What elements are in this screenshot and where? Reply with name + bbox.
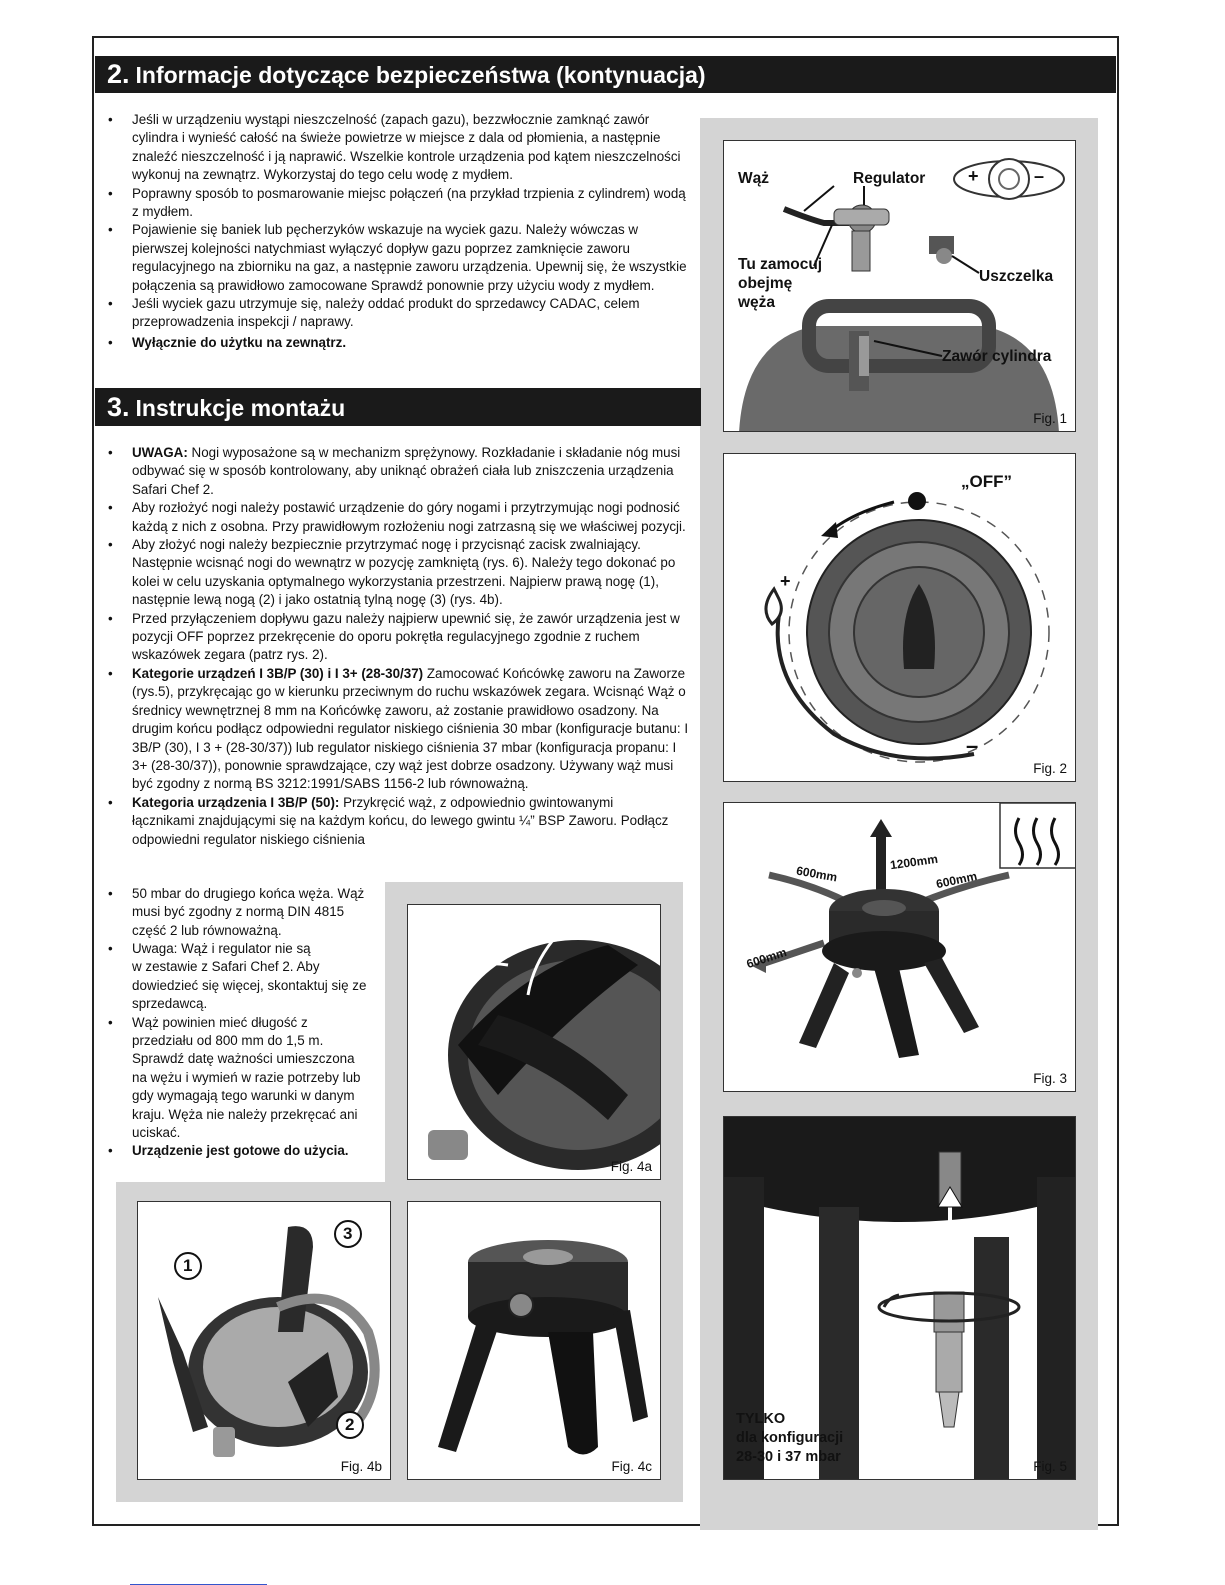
figure-5 [723,1116,1076,1480]
safety-list [100,111,690,352]
section-number: 2. [107,59,130,89]
item-text: Nogi wyposażone są w mechanizm sprężynowy. Rozkładanie i składanie nóg musi odbywać się w sposób kontrolowany, aby uniknąć obrażeń ciała lub zniszczenia urządzenia Safari Chef 2. [132,445,681,497]
leg-number: 1 [183,1256,193,1275]
item-text: Uwaga: Wąż i regulator nie są [132,941,311,956]
figure-caption: Fig. 2 [1033,761,1067,776]
section-2-header [95,56,1116,93]
text-line: 28-30 i 37 mbar [736,1449,841,1465]
list-item: • Jeśli wyciek gazu utrzymuje się, należy oddać produkt do sprzedawcy CADAC, celem przeprowadzenia inspekcji / naprawy. [100,295,690,332]
item-text: Sprawdź datę ważności umieszczona [132,1051,355,1067]
assembly-list-continued [100,885,385,940]
label-hose: Wąż [738,170,769,187]
figure-3 [723,802,1076,1092]
distance-back: 600mm [744,944,789,972]
item-text: Zamocować Końcówkę zaworu na Zaworze (rys.5), przykręcając go w kierunku przeciwnym do ruchu wskazówek zegara. Wcisnąć Wąż o średnicy wewnętrznej 8 mm na Końcówkę zaworu, aż zostanie prawidłowo osadzony. Na drugim końcu podłącz odpowiedni regulator niskiego ciśnienia 30 mbar (konfiguracje butanu: I 3B/P (30), I 3 + (28-30/37)) lub regulator niskiego ciśnienia 37 mbar (konfiguracja propanu: I 3+ (28-30/37)), ponownie sprawdzające, czy wąż jest dobrze osadzony. Używany wąż musi być zgodny z normą BS 3212:1991/SABS 1156-2 lub równoważną. [132,665,689,792]
list-item [100,665,692,794]
section-title: Instrukcje montażu [135,395,346,421]
control-knob-illustration [724,454,1076,782]
assembly-list-notes [100,940,385,1161]
list-item [100,1014,385,1143]
item-text: gdy wymagają tego warunki w danym [132,1088,355,1104]
figure-4a [407,904,661,1180]
figure-4b [137,1201,391,1480]
figure-4c [407,1201,661,1480]
text-line: TYLKO [736,1411,786,1427]
figure-caption: Fig. 5 [1033,1459,1067,1474]
figure-caption: Fig. 4a [610,1159,652,1174]
list-item: • Pojawienie się baniek lub pęcherzyków wskazuje na wyciek gazu. Należy wówczas w pierwszej kolejności natychmiast wyłączyć dopływ gazu poprzez zamknięcie zaworu regulacyjnego na zbiorniku na gaz, a następnie zaworu urządzenia. Upewnij się, że wszystkie połączenia są prawidłowo zamocowane Sprawdź ponownie przy użyciu wody z mydłem. [100,221,690,295]
label-cylinder-valve: Zawór cylindra [942,348,1052,365]
bold-text: Kategoria urządzenia I 3B/P (50): [132,794,340,810]
list-item [100,1142,385,1160]
legs-folding-illustration [408,905,661,1180]
item-text: część 2 lub równoważną. [132,922,282,938]
section-title: Informacje dotyczące bezpieczeństwa (kontynuacja) [135,62,706,88]
leg-number: 3 [343,1224,353,1243]
bold-text: Urządzenie jest gotowe do użycia. [132,1143,349,1159]
figure-2 [723,453,1076,782]
item-text: na wężu i wymień w razie potrzeby lub [132,1069,361,1085]
assembly-list [100,444,692,849]
figure-1 [723,140,1076,432]
text-line: Tu zamocuj [738,256,823,273]
list-item: • Poprawny sposób to posmarowanie miejsc połączeń (na przykład trzpienia z cylindrem) wodą z mydłem. [100,185,690,222]
label-minus: – [1034,166,1045,186]
bold-text: Wyłącznie do użytku na zewnątrz. [132,334,347,350]
figure-caption: Fig. 1 [1033,411,1067,426]
item-text: łącznikami znajdującymi się na każdym końcu, do lewego gwintu ¼” BSP Zaworu. Podłącz [132,813,669,829]
list-item [100,794,692,849]
distance-left: 600mm [795,863,839,885]
list-item: • Aby rozłożyć nogi należy postawić urządzenie do góry nogami i przytrzymując nogi podnosić każdą z nich z osobna. Przy prawidłowym rozłożeniu nogi zatrzasną się we właściwej pozycji. [100,499,692,536]
config-note [736,1410,843,1467]
figure-caption: Fig. 3 [1033,1071,1067,1086]
item-text: w zestawie z Safari Chef 2. Aby [132,959,320,975]
section-3-header [95,388,701,426]
label-hose-clamp [738,255,822,312]
list-item [100,885,385,940]
label-regulator: Regulator [853,170,926,187]
figure-caption: Fig. 4b [340,1459,382,1474]
item-text: uciskać. [132,1125,181,1141]
item-text: kraju. Węża nie należy przekręcać ani [132,1106,358,1122]
list-item [100,940,385,1014]
section-number: 3. [107,392,130,422]
distance-right: 600mm [934,868,979,892]
leg-number: 2 [345,1415,355,1434]
list-item [100,444,692,499]
item-text: musi być zgodny z normą DIN 4815 [132,904,345,920]
item-text: Wąż powinien mieć długość z [132,1014,308,1030]
assembled-base-illustration [408,1202,661,1480]
list-item [100,334,690,352]
item-text: dowiedzieć się więcej, skontaktuj się ze [132,977,367,993]
item-text: Przykręcić wąż, z odpowiednio gwintowanymi [339,794,614,810]
distance-up: 1200mm [889,851,939,873]
bold-text: Kategorie urządzeń I 3B/P (30) i I 3+ (28-30/37) [132,665,424,681]
list-item: • Aby złożyć nogi należy bezpiecznie przytrzymać nogę i przycisnąć zacisk zwalniający. Następnie wcisnąć nogi do wewnątrz w pozycję zamkniętą (rys. 6). Należy tego dokonać po kolei w celu uzyskania optymalnego wykorzystania przestrzeni. Najpierw prawą nogę (1), następnie lewą nogą (2) i jako ostatnią tylną nogę (3) (rys. 4b). [100,536,692,610]
text-line: dla konfiguracji [736,1430,844,1446]
item-text: 50 mbar do drugiego końca węża. Wąż [132,886,365,901]
label-plus: + [968,166,979,186]
text-line: obejmę [738,275,793,292]
label-minus: – [966,733,979,758]
list-item: • Jeśli w urządzeniu wystąpi nieszczelność (zapach gazu), bezzwłocznie zamknąć zawór cylindra i wynieść całość na świeże powietrze w miejsce z dala od płomienia, a następnie znaleźć nieszczelność i ją naprawić. Wszelkie kontrole urządzenia pod kątem nieszczelności wykonuj na zewnątrz. Wykorzystaj do tego celu wodę z mydłem. [100,111,690,185]
bold-text: UWAGA: [132,445,188,460]
item-text: odpowiedni regulator niskiego ciśnienia [132,831,365,847]
label-seal: Uszczelka [979,268,1054,285]
label-off: „OFF” [961,472,1012,491]
item-text: przedziału od 800 mm do 1,5 m. [132,1033,324,1049]
figure-caption: Fig. 4c [611,1459,652,1474]
legs-order-illustration [138,1202,391,1480]
text-line: węża [738,294,776,311]
item-text: sprzedawcą. [132,996,208,1012]
list-item: • Przed przyłączeniem dopływu gazu należy najpierw upewnić się, że zawór urządzenia jest w pozycji OFF poprzez przekręcenie do oporu pokrętła regulacyjnego zgodnie z ruchem wskazówek zegara (patrz rys. 2). [100,610,692,665]
label-plus: + [780,571,791,591]
